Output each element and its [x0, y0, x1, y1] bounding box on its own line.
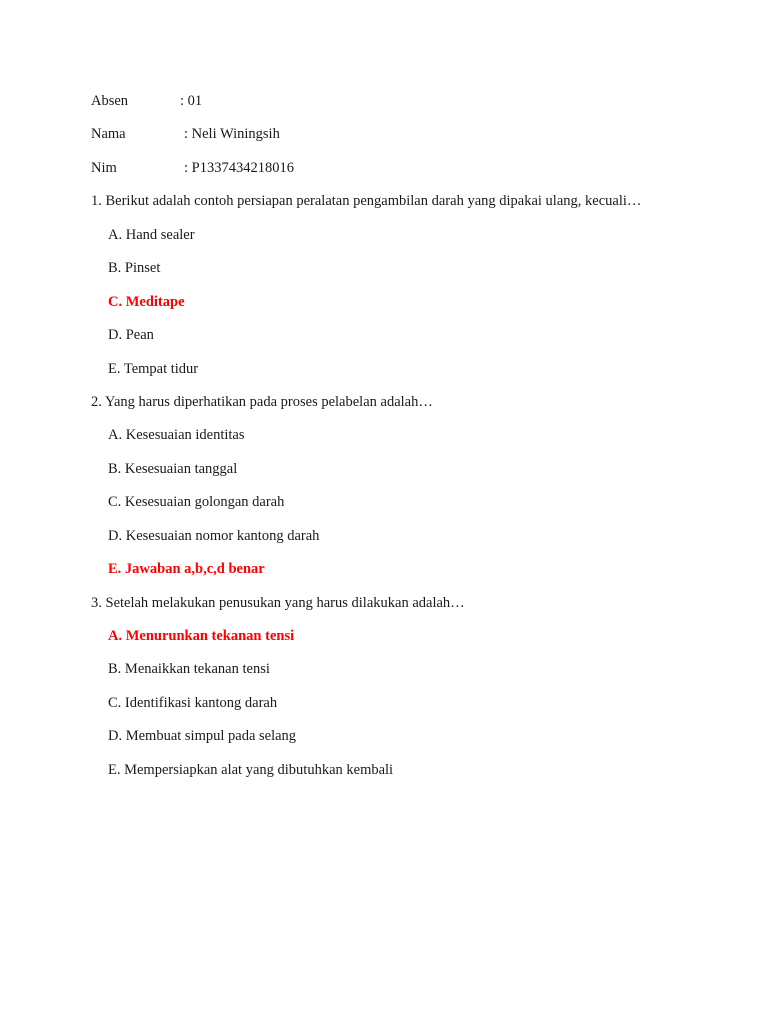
nim-row: [91, 152, 731, 185]
answer-option-correct: E. Jawaban a,b,c,d benar: [108, 561, 265, 578]
nim-label: Nim: [91, 159, 117, 176]
question-text: 2. Yang harus diperhatikan pada proses pelabelan adalah…: [91, 393, 433, 410]
absen-row: [91, 85, 731, 118]
question-list: [91, 185, 731, 787]
answer-option: D. Pean: [108, 327, 154, 344]
answer-option: C. Kesesuaian golongan darah: [108, 494, 285, 511]
answer-option: B. Kesesuaian tanggal: [108, 460, 238, 477]
answer-option: C. Identifikasi kantong darah: [108, 694, 278, 711]
nama-value: : Neli Winingsih: [184, 126, 280, 143]
absen-value: : 01: [180, 93, 203, 109]
nama-row: [91, 118, 731, 151]
answer-option: B. Pinset: [108, 260, 161, 277]
answer-option: D. Membuat simpul pada selang: [108, 728, 297, 745]
answer-option: B. Menaikkan tekanan tensi: [108, 661, 270, 678]
answer-option-correct: A. Menurunkan tekanan tensi: [108, 628, 295, 644]
answer-option: A. Hand sealer: [108, 226, 195, 243]
document-page: [91, 85, 731, 787]
question-text: 3. Setelah melakukan penusukan yang harus dilakukan adalah…: [91, 594, 465, 611]
answer-option: A. Kesesuaian identitas: [108, 427, 245, 444]
nama-label: Nama: [91, 126, 126, 143]
answer-option: D. Kesesuaian nomor kantong darah: [108, 527, 320, 544]
nim-value: : P1337434218016: [184, 159, 294, 176]
answer-option: E. Tempat tidur: [108, 360, 199, 377]
question-text: 1. Berikut adalah contoh persiapan peralatan pengambilan darah yang dipakai ulang, kecuali…: [91, 193, 642, 210]
answer-option: E. Mempersiapkan alat yang dibutuhkan kembali: [108, 761, 394, 778]
absen-label: Absen: [91, 93, 129, 109]
answer-option-correct: C. Meditape: [108, 293, 185, 310]
